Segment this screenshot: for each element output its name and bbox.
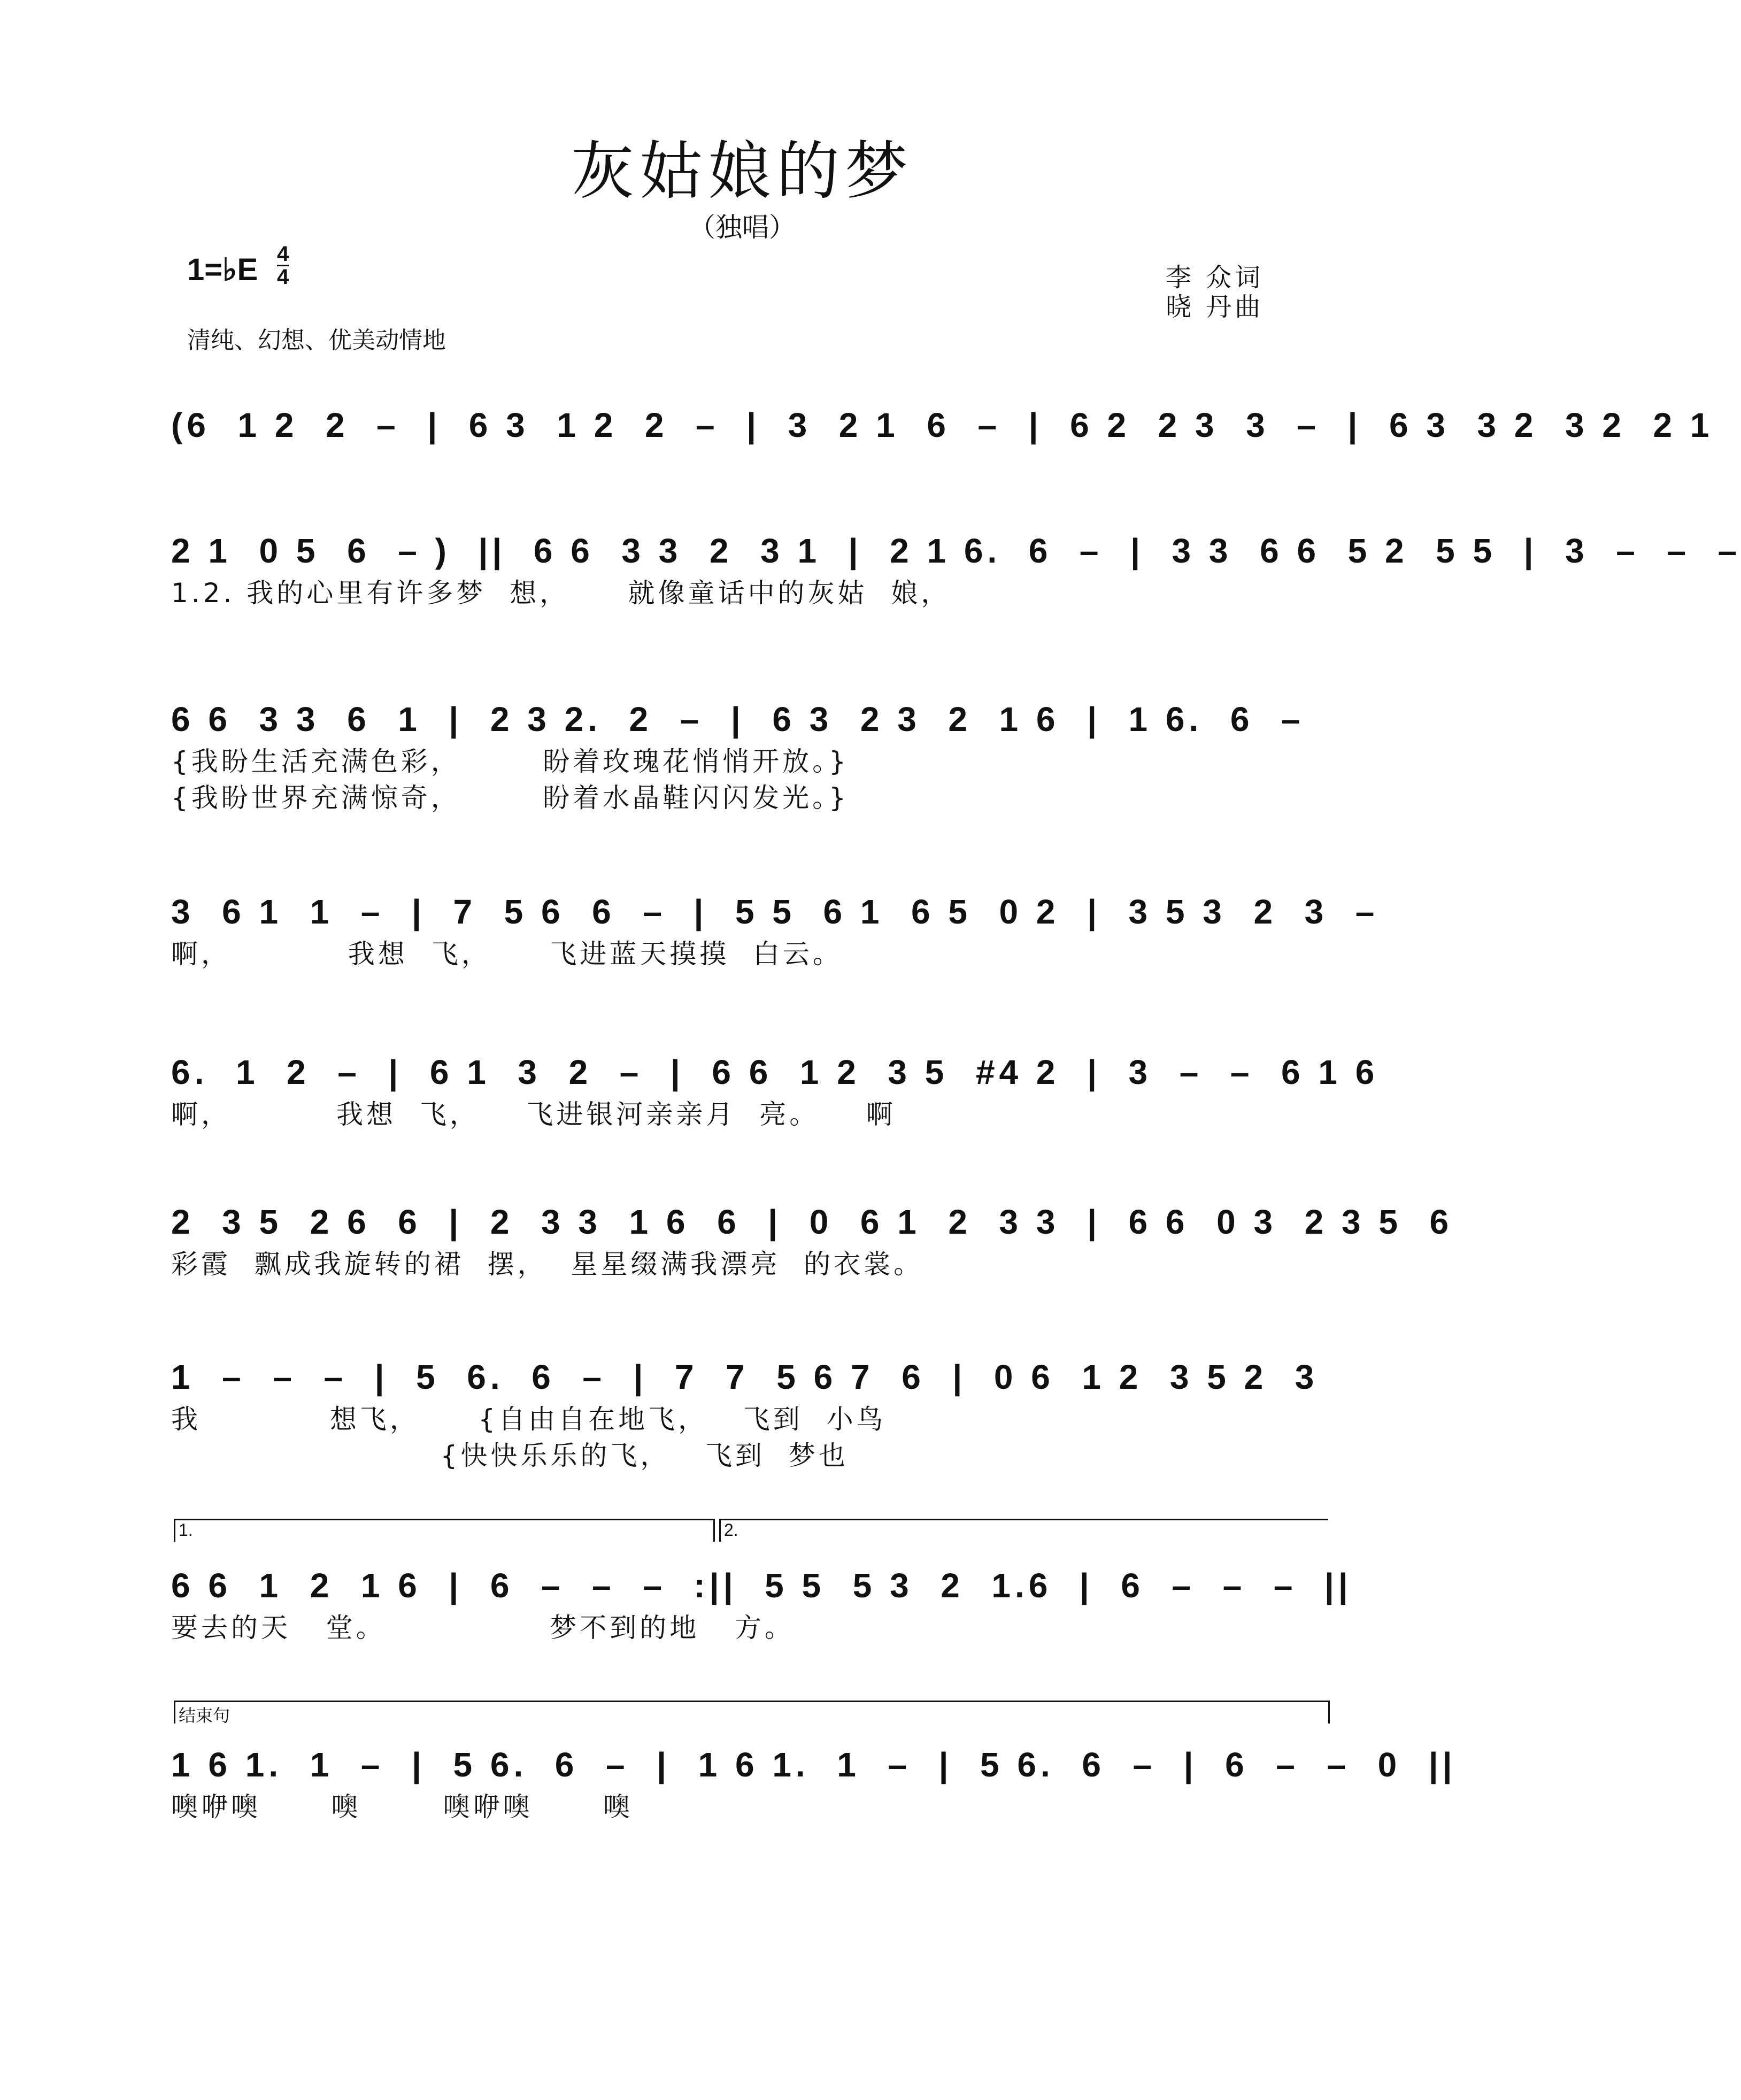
lyric-line: 彩霞 飘成我旋转的裙 摆， 星星缀满我漂亮 的衣裳。 xyxy=(171,1249,924,1280)
volta-1-label: 1. xyxy=(179,1520,193,1540)
ending-label: 结束句 xyxy=(179,1706,230,1725)
notation-line: 6 6 3 3 6 1 | 2 3 2. 2 – | 6 3 2 3 2 1 6 | 1 6. 6 – xyxy=(171,700,1305,739)
score-row xyxy=(171,1561,1352,1646)
notation-line: 3 6 1 1 – | 7 5 6 6 – | 5 5 6 1 6 5 0 2 | 3 5 3 2 3 – xyxy=(171,893,1379,931)
notation-line: 1 6 1. 1 – | 5 6. 6 – | 1 6 1. 1 – | 5 6. 6 – | 6 – – 0 || xyxy=(171,1745,1457,1784)
score-row xyxy=(171,1048,1379,1133)
volta-2-bracket xyxy=(719,1519,1328,1542)
notation-line: 1 – – – | 5 6. 6 – | 7 7 5 6 7 6 | 0 6 1 2 3 5 2 3 xyxy=(171,1358,1319,1396)
lyric-line: 我 想飞， {自由自在地飞， 飞到 小鸟 xyxy=(171,1404,887,1435)
volta-2-label: 2. xyxy=(724,1520,738,1540)
volta-1-bracket xyxy=(174,1519,715,1542)
lyric-line: 啊， 我想 飞， 飞进银河亲亲月 亮。 啊 xyxy=(171,1099,896,1130)
song-title: 灰姑娘的梦 xyxy=(571,134,913,208)
score-row xyxy=(171,888,1379,972)
notation-line: 6 6 1 2 1 6 | 6 – – – :|| 5 5 5 3 2 1.6 | 6 – – – || xyxy=(171,1566,1352,1605)
song-subtitle: （独唱） xyxy=(689,212,796,243)
ending-bracket xyxy=(174,1701,1330,1724)
meter-bottom: 4 xyxy=(277,265,289,289)
notation-line: 2 1 0 5 6 – ) || 6 6 3 3 2 3 1 | 2 1 6. 6 – | 3 3 6 6 5 2 5 5 | 3 – – – xyxy=(171,532,1741,570)
lyric-line: {我盼生活充满色彩， 盼着玫瑰花悄悄开放。} xyxy=(171,746,849,777)
score-row xyxy=(171,527,1741,611)
meter-top: 4 xyxy=(277,242,289,266)
score-row xyxy=(171,1353,1329,1474)
lyric-line: {我盼世界充满惊奇， 盼着水晶鞋闪闪发光。} xyxy=(171,782,849,813)
time-signature xyxy=(277,243,289,288)
lyric-line: {快快乐乐的飞， 飞到 梦也 xyxy=(171,1440,849,1471)
score-row xyxy=(171,401,1714,449)
score-row xyxy=(171,1198,1453,1282)
lyric-line: 噢咿噢 噢 噢咿噢 噢 xyxy=(171,1791,633,1822)
lyricist-credit: 李 众词 xyxy=(1166,263,1264,293)
lyric-line: 1.2. 我的心里有许多梦 想， 就像童话中的灰姑 娘， xyxy=(171,578,951,609)
composer-credit: 晓 丹曲 xyxy=(1166,292,1264,322)
score-row xyxy=(171,695,1329,816)
notation-line: (6 1 2 2 – | 6 3 1 2 2 – | 3 2 1 6 – | 6 2 2 3 3 – | 6 3 3 2 3 2 2 1 xyxy=(171,406,1714,444)
tempo-marking: 清纯、幻想、优美动情地 xyxy=(187,327,446,353)
notation-line: 2 3 5 2 6 6 | 2 3 3 1 6 6 | 0 6 1 2 3 3 | 6 6 0 3 2 3 5 6 xyxy=(171,1203,1453,1241)
score-row xyxy=(171,1741,1457,1825)
key-signature: 1=♭E xyxy=(187,252,258,287)
notation-line: 6. 1 2 – | 6 1 3 2 – | 6 6 1 2 3 5 #4 2 | 3 – – 6 1 6 xyxy=(171,1053,1379,1091)
lyric-line: 啊， 我想 飞， 飞进蓝天摸摸 白云。 xyxy=(171,939,843,970)
lyric-line: 要去的天 堂。 梦不到的地 方。 xyxy=(171,1612,795,1643)
